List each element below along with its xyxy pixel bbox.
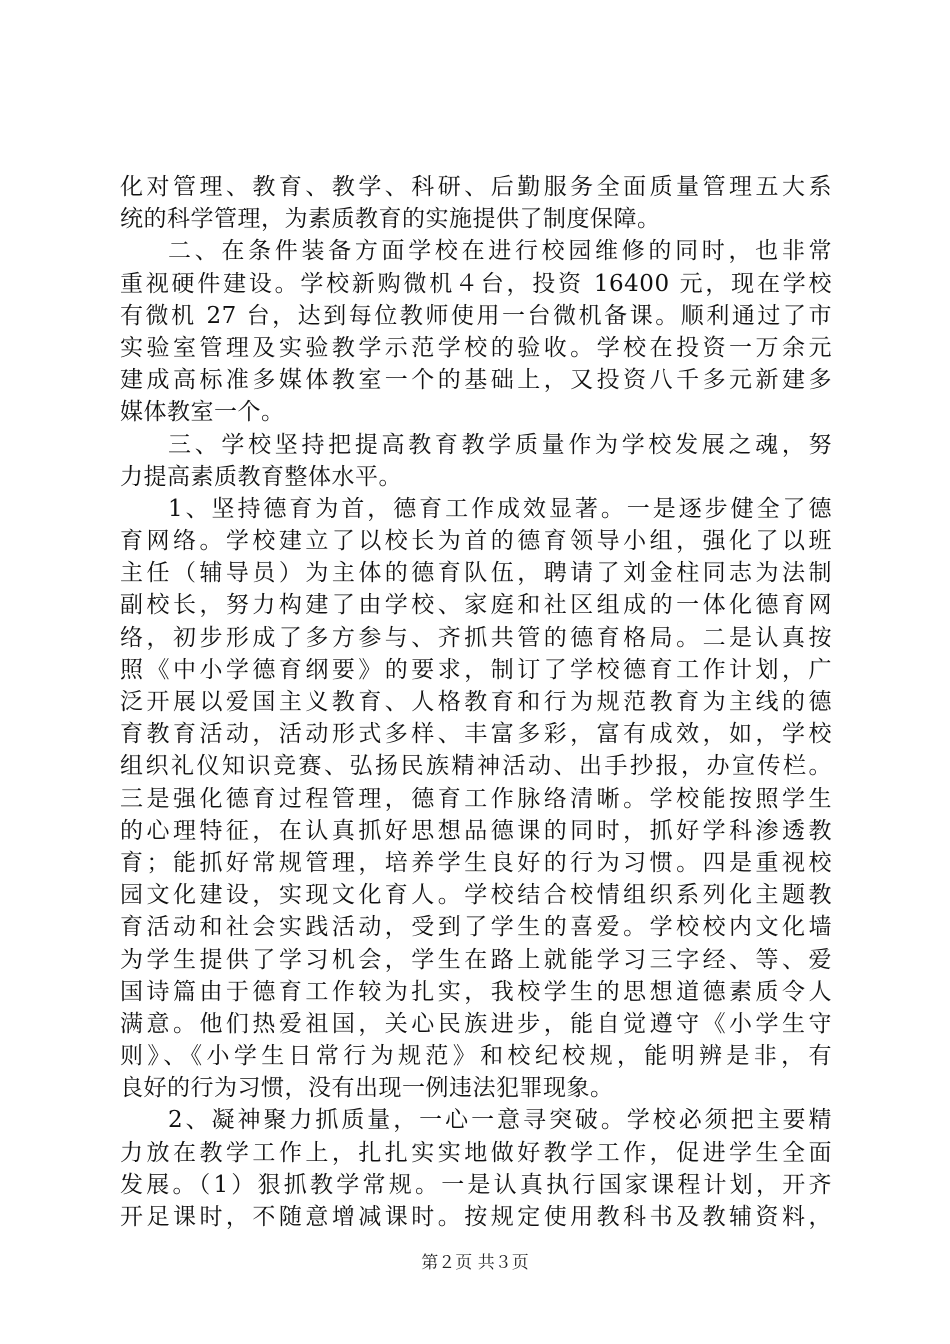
text-line: 组织礼仪知识竞赛、弘扬民族精神活动、出手抄报，办宣传栏。: [120, 753, 832, 780]
text-line: 育；能抓好常规管理，培养学生良好的行为习惯。四是重视校: [120, 849, 832, 876]
text-line: 建成高标准多媒体教室一个的基础上，又投资八千多元新建多: [120, 367, 832, 394]
text-line: 为学生提供了学习机会，学生在路上就能学习三字经、等、爱: [120, 946, 832, 973]
text-line: 副校长，努力构建了由学校、家庭和社区组成的一体化德育网: [120, 592, 832, 619]
text-line: 三、学校坚持把提高教育教学质量作为学校发展之魂，努: [168, 431, 832, 458]
text-line: 泛开展以爱国主义教育、人格教育和行为规范教育为主线的德: [120, 689, 832, 715]
text-line: 国诗篇由于德育工作较为扎实，我校学生的思想道德素质令人: [120, 978, 832, 1005]
text-line: 1、坚持德育为首，德育工作成效显著。一是逐步健全了德: [168, 495, 832, 522]
text-line: 开足课时，不随意增减课时。按规定使用教科书及教辅资料，: [120, 1204, 832, 1230]
text-line: 络，初步形成了多方参与、齐抓共管的德育格局。二是认真按: [120, 624, 832, 651]
text-line: 满意。他们热爱祖国，关心民族进步，能自觉遵守《小学生守: [120, 1010, 832, 1037]
text-line: 育教育活动，活动形式多样、丰富多彩，富有成效，如，学校: [120, 721, 832, 748]
text-line: 主任（辅导员）为主体的德育队伍，聘请了刘金柱同志为法制: [120, 560, 832, 587]
body-text: [120, 171, 832, 1233]
text-line: 2、凝神聚力抓质量，一心一意寻突破。学校必须把主要精: [168, 1107, 832, 1134]
text-line: 良好的行为习惯，没有出现一例违法犯罪现象。: [120, 1075, 614, 1102]
text-line: 三是强化德育过程管理，德育工作脉络清晰。学校能按照学生: [120, 785, 832, 812]
text-line: 力放在教学工作上，扎扎实实地做好教学工作，促进学生全面: [120, 1139, 832, 1166]
text-line: 力提高素质教育整体水平。: [120, 463, 402, 490]
page-number-footer: 第２页 共３页: [421, 1253, 529, 1273]
text-line: 媒体教室一个。: [120, 399, 285, 426]
text-line: 育网络。学校建立了以校长为首的德育领导小组，强化了以班: [120, 528, 832, 555]
text-line: 育活动和社会实践活动，受到了学生的喜爱。学校校内文化墙: [120, 914, 832, 941]
text-line: 则》、《小学生日常行为规范》和校纪校规，能明辨是非，有: [120, 1043, 832, 1070]
text-line: 园文化建设，实现文化育人。学校结合校情组织系列化主题教: [120, 882, 832, 909]
text-line: 统的科学管理，为素质教育的实施提供了制度保障。: [120, 206, 661, 233]
text-line: 重视硬件建设。学校新购微机４台，投资 16400 元，现在学校: [120, 270, 832, 297]
text-line: 发展。（1）狠抓教学常规。一是认真执行国家课程计划，开齐: [120, 1171, 832, 1198]
text-line: 实验室管理及实验教学示范学校的验收。学校在投资一万余元: [120, 334, 832, 361]
text-line: 照《中小学德育纲要》的要求，制订了学校德育工作计划，广: [120, 656, 832, 683]
text-line: 二、在条件装备方面学校在进行校园维修的同时，也非常: [168, 238, 832, 265]
text-line: 的心理特征，在认真抓好思想品德课的同时，抓好学科渗透教: [120, 817, 832, 844]
text-line: 有微机 27 台，达到每位教师使用一台微机备课。顺利通过了市: [120, 302, 832, 329]
text-line: 化对管理、教育、教学、科研、后勤服务全面质量管理五大系: [120, 174, 832, 200]
